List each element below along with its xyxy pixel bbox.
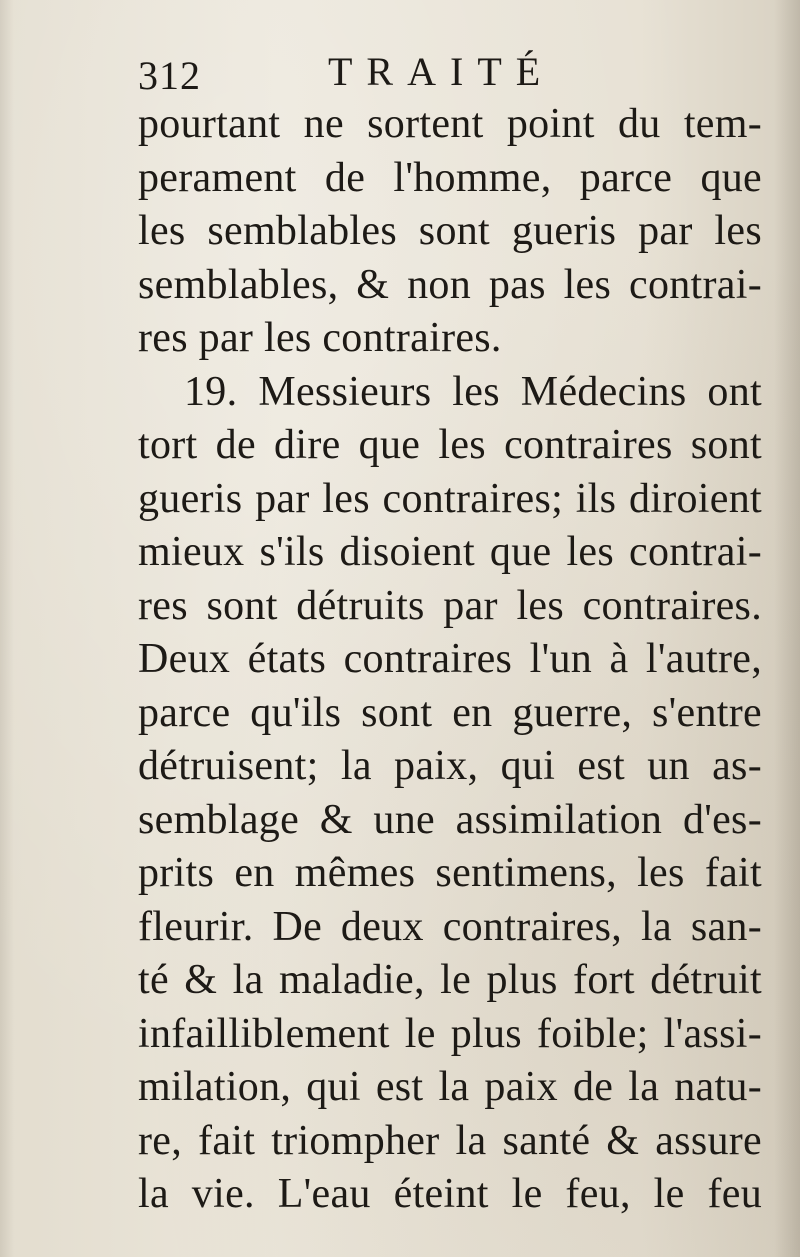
- text-line: la vie. L'eau éteint le feu, le feu: [138, 1171, 762, 1217]
- body-text: [138, 98, 762, 1222]
- page-edge-shadow: [774, 0, 800, 1257]
- text-line: semblage & une assimilation d'es-: [138, 796, 762, 843]
- text-line: milation, qui est la paix de la natu-: [138, 1064, 762, 1110]
- running-header: [138, 40, 738, 100]
- text-line: 19. Messieurs les Médecins ont: [184, 368, 762, 415]
- page-number: 312: [138, 53, 201, 98]
- text-line: Deux états contraires l'un à l'autre,: [138, 636, 762, 682]
- text-line: re, fait triompher la santé & assure: [138, 1117, 762, 1164]
- text-line: parce qu'ils sont en guerre, s'entre: [138, 689, 762, 736]
- text-line: semblables, & non pas les contrai-: [138, 261, 762, 308]
- text-line: res par les contraires.: [138, 315, 502, 361]
- text-line: res sont détruits par les contraires.: [138, 582, 762, 629]
- text-line: pourtant ne sortent point du tem-: [138, 101, 762, 147]
- text-line: té & la maladie, le plus fort détruit: [138, 957, 762, 1003]
- text-line: les semblables sont gueris par les: [138, 208, 762, 254]
- running-title: TRAITÉ: [328, 49, 555, 94]
- text-line: détruisent; la paix, qui est un as-: [138, 743, 762, 789]
- text-line: perament de l'homme, parce que: [138, 154, 762, 201]
- text-line: mieux s'ils disoient que les contrai-: [138, 529, 762, 575]
- text-line: fleurir. De deux contraires, la san-: [138, 903, 762, 950]
- text-line: infailliblement le plus foible; l'assi-: [138, 1010, 762, 1057]
- text-line: tort de dire que les contraires sont: [138, 422, 762, 468]
- page-gutter-shadow: [0, 0, 14, 1257]
- text-line: gueris par les contraires; ils diroient: [138, 475, 762, 522]
- text-line: prits en mêmes sentimens, les fait: [138, 850, 762, 896]
